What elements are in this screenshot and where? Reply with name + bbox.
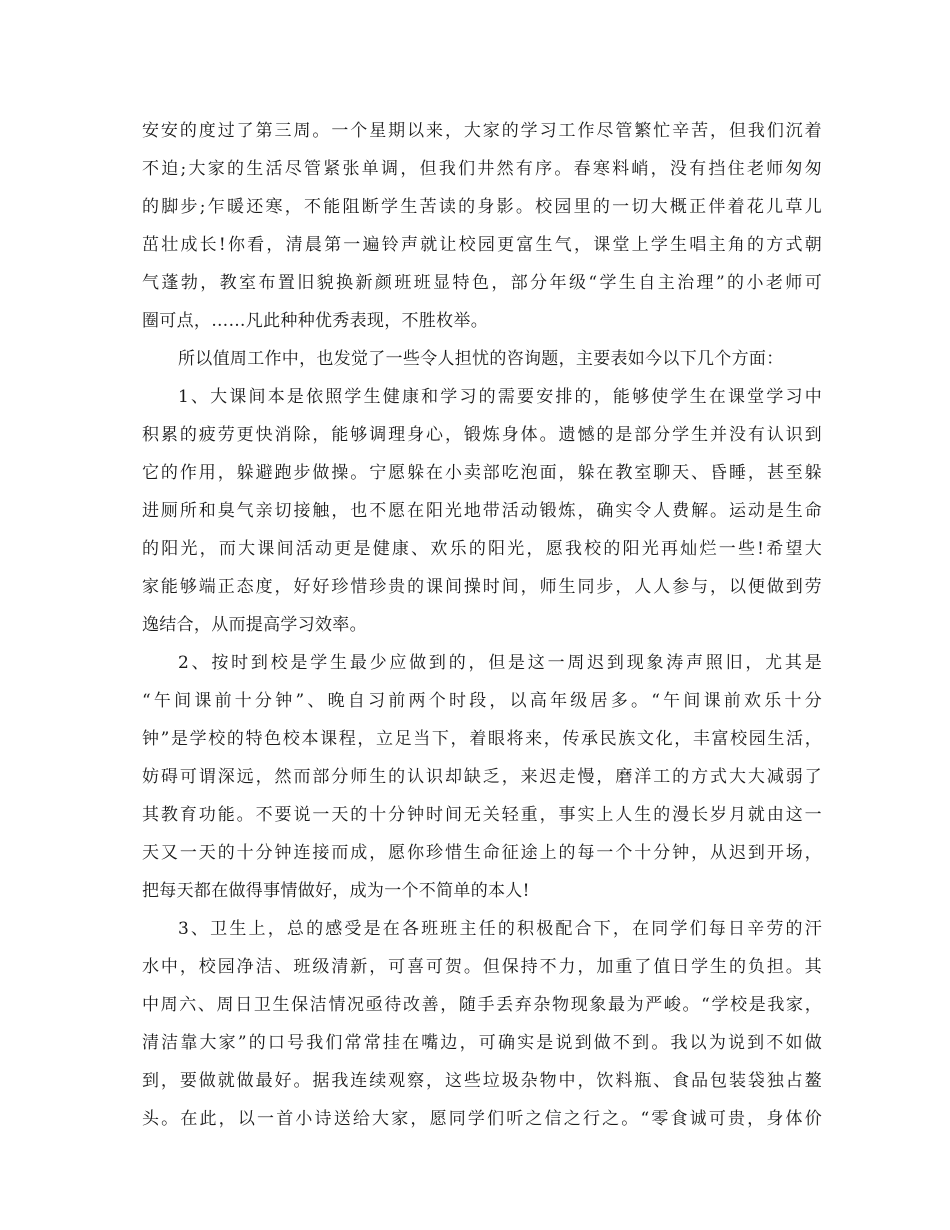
text-line: 2、按时到校是学生最少应做到的，但是这一周迟到现象涛声照旧，尤其是 (178, 653, 822, 673)
text-line: 的脚步;乍暖还寒，不能阻断学生苦读的身影。校园里的一切大概正伴着花儿草儿 (142, 197, 822, 217)
text-line: 钟”是学校的特色校本课程，立足当下，着眼将来，传承民族文化，丰富校园生活， (142, 729, 822, 749)
text-line: 水中，校园净洁、班级清新，可喜可贺。但保持不力，加重了值日学生的负担。其 (142, 957, 822, 977)
text-line: 中周六、周日卫生保洁情况亟待改善，随手丢弃杂物现象最为严峻。“学校是我家， (142, 995, 822, 1015)
text-line: 其教育功能。不要说一天的十分钟时间无关轻重，事实上人生的漫长岁月就由这一 (142, 805, 822, 825)
text-line: 它的作用，躲避跑步做操。宁愿躲在小卖部吃泡面，躲在教室聊天、昏睡，甚至躲 (142, 463, 822, 483)
text-line: 积累的疲劳更快消除，能够调理身心，锻炼身体。遗憾的是部分学生并没有认识到 (142, 425, 822, 445)
text-line: 圈可点，……凡此种种优秀表现，不胜枚举。 (142, 311, 488, 331)
text-line: 不迫;大家的生活尽管紧张单调，但我们井然有序。春寒料峭，没有挡住老师匆匆 (142, 159, 822, 179)
text-line: 妨碍可谓深远，然而部分师生的认识却缺乏，来迟走慢，磨洋工的方式大大减弱了 (142, 767, 822, 787)
text-line: 3、卫生上，总的感受是在各班班主任的积极配合下，在同学们每日辛劳的汗 (178, 919, 822, 939)
text-line: 的阳光，而大课间活动更是健康、欢乐的阳光，愿我校的阳光再灿烂一些!希望大 (142, 539, 822, 559)
text-line: 茁壮成长!你看，清晨第一遍铃声就让校园更富生气，课堂上学生唱主角的方式朝 (142, 235, 822, 255)
text-line: 所以值周工作中，也发觉了一些令人担忧的咨询题，主要表如今以下几个方面： (178, 349, 784, 369)
text-line: 清洁靠大家”的口号我们常常挂在嘴边，可确实是说到做不到。我以为说到不如做 (142, 1033, 822, 1053)
text-line: 1、大课间本是依照学生健康和学习的需要安排的，能够使学生在课堂学习中 (178, 387, 822, 407)
text-line: “午间课前十分钟”、晚自习前两个时段，以高年级居多。“午间课前欢乐十分 (142, 691, 822, 711)
text-line: 逸结合，从而提高学习效率。 (142, 615, 367, 635)
text-line: 把每天都在做得事情做好，成为一个不简单的本人! (142, 881, 530, 901)
text-line: 头。在此，以一首小诗送给大家，愿同学们听之信之行之。“零食诚可贵，身体价 (142, 1109, 822, 1129)
text-line: 安安的度过了第三周。一个星期以来，大家的学习工作尽管繁忙辛苦，但我们沉着 (142, 121, 822, 141)
text-line: 家能够端正态度，好好珍惜珍贵的课间操时间，师生同步，人人参与，以便做到劳 (142, 577, 822, 597)
text-line: 进厕所和臭气亲切接触，也不愿在阳光地带活动锻炼，确实令人费解。运动是生命 (142, 501, 822, 521)
text-line: 到，要做就做最好。据我连续观察，这些垃圾杂物中，饮料瓶、食品包装袋独占鳌 (142, 1071, 822, 1091)
document-body (142, 112, 822, 1138)
text-line: 天又一天的十分钟连接而成，愿你珍惜生命征途上的每一个十分钟，从迟到开场， (142, 843, 822, 863)
text-line: 气蓬勃，教室布置旧貌换新颜班班显特色，部分年级“学生自主治理”的小老师可 (142, 273, 822, 293)
